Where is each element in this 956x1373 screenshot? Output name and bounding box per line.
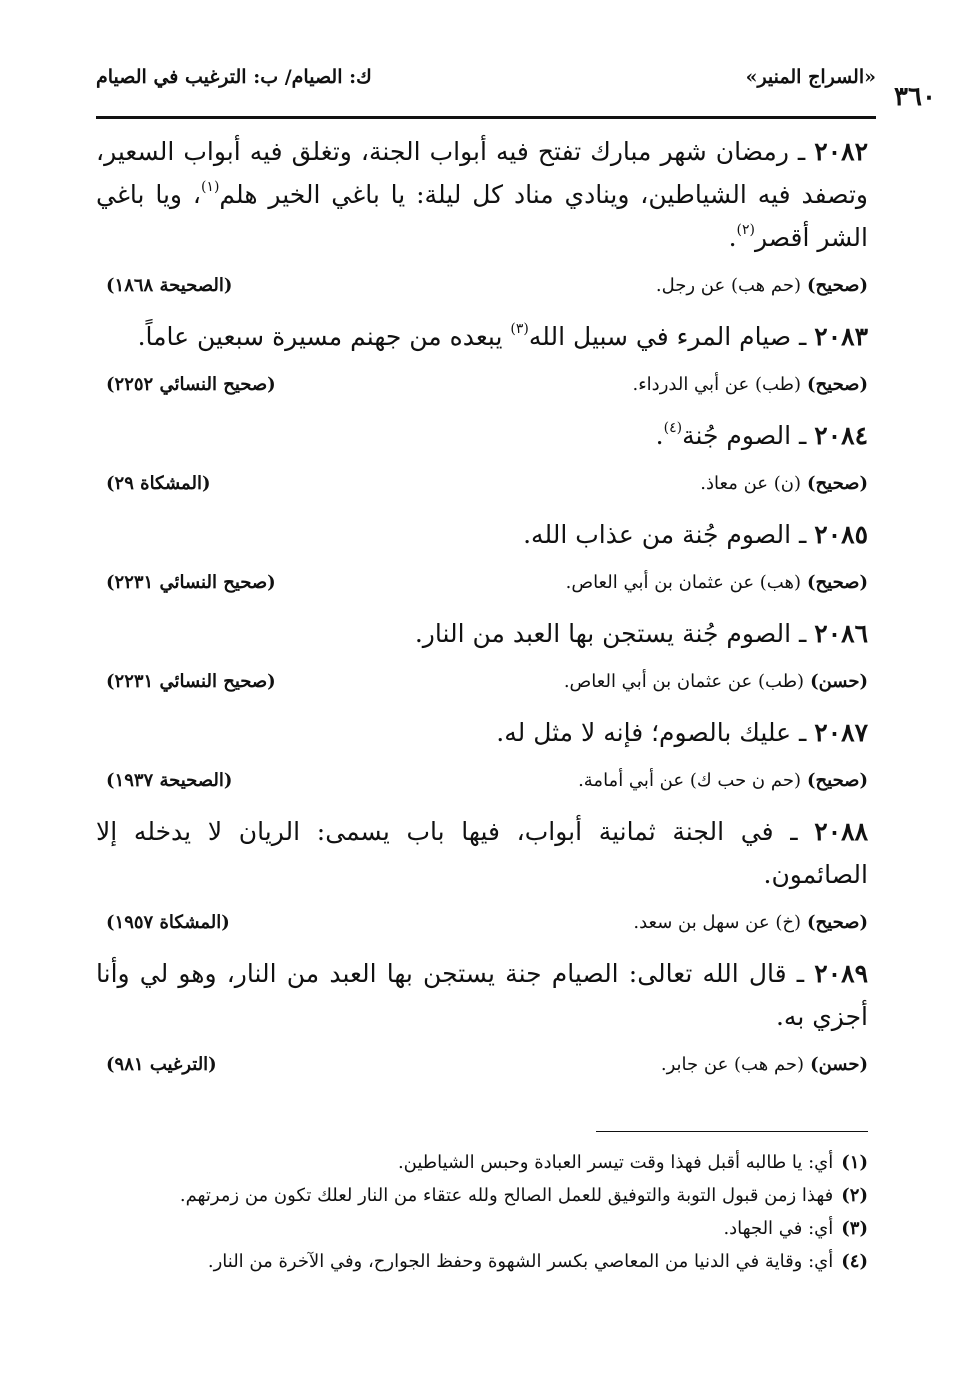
hadith-grade: (صحيح) — [807, 275, 868, 296]
footnote-item — [96, 1212, 868, 1245]
hadith-text-part: . — [655, 421, 664, 450]
footnote-text: أي: في الجهاد. — [723, 1218, 834, 1239]
hadith-grade: (صحيح) — [807, 473, 868, 494]
hadith-reference: (المشكاة ١٩٥٧) — [106, 912, 230, 933]
hadith-grade: (صحيح) — [807, 374, 868, 395]
hadith-grading — [96, 908, 868, 938]
hadith-entry — [96, 810, 868, 938]
footnote-number: (٤) — [841, 1251, 868, 1272]
footnote-item — [96, 1146, 868, 1179]
hadith-grading — [96, 271, 868, 301]
footnote-item — [96, 1245, 868, 1278]
chapter-title: ك: الصيام/ ب: الترغيب في الصيام — [96, 66, 372, 88]
footnote-number: (٢) — [841, 1185, 868, 1206]
hadith-text: ٢٠٨٢ ـ رمضان شهر مبارك تفتح فيه أبواب الجنة، وتغلق فيه أبواب السعير، وتصفد فيه الشياطين، وينادي مناد كل ليلة: يا باغي الخير هلم$^{(١)}$، ويا باغي الشر أقصر$^{(٢)}$. — [96, 137, 868, 252]
hadith-reference: (الصحيحة ١٩٣٧) — [106, 770, 233, 791]
footnote-text: أي: وقاية في الدنيا من المعاصي بكسر الشهوة وحفظ الجوارح، وفي الآخرة من النار. — [207, 1251, 834, 1272]
hadith-reference: (المشكاة ٢٩) — [106, 473, 211, 494]
hadith-entry — [96, 130, 868, 301]
hadith-number: ٢٠٨٥ — [814, 520, 868, 549]
hadith-entry — [96, 612, 868, 697]
hadith-number: ٢٠٨٦ — [814, 619, 868, 648]
hadith-source: (حم هب) عن جابر. — [660, 1054, 805, 1075]
hadith-reference: (الترغيب ٩٨١) — [106, 1054, 217, 1075]
hadith-text-part: الصوم جُنة — [682, 421, 792, 450]
hadith-text-part: صيام المرء في سبيل الله — [528, 322, 792, 351]
hadith-grade: (حسن) — [810, 1054, 868, 1075]
hadith-reference: (صحيح النسائي ٢٢٣١) — [106, 572, 276, 593]
footnote-item — [96, 1179, 868, 1212]
hadith-text: ٢٠٨٧ ـ عليك بالصوم؛ فإنه لا مثل له. — [496, 718, 868, 747]
hadith-list — [96, 130, 868, 1094]
hadith-number: ٢٠٨٢ — [814, 137, 868, 166]
hadith-text: ٢٠٨٥ ـ الصوم جُنة من عذاب الله. — [523, 520, 868, 549]
footnote-text: أي: يا طالبه أقبل فهذا وقت تيسر العبادة وحبس الشياطين. — [397, 1152, 834, 1173]
hadith-text-part: . — [728, 223, 737, 252]
hadith-source: (ن) عن معاذ. — [700, 473, 801, 494]
footnote-separator — [596, 1131, 868, 1132]
book-title: «السراج المنير» — [745, 66, 876, 88]
hadith-number: ٢٠٨٤ — [814, 421, 868, 450]
hadith-text: ٢٠٨٦ ـ الصوم جُنة يستجن بها العبد من النار. — [414, 619, 868, 648]
footnote-marker: (١) — [200, 179, 220, 195]
footnote-marker: (٤) — [663, 420, 683, 436]
hadith-reference: (الصحيحة ١٨٦٨) — [106, 275, 233, 296]
hadith-entry — [96, 414, 868, 499]
footnote-text: فهذا زمن قبول التوبة والتوفيق للعمل الصالح ولله عتقاء من النار لعلك تكون من زمرتهم. — [179, 1185, 834, 1206]
footnote-marker: (٣) — [510, 321, 529, 337]
footnote-number: (١) — [841, 1152, 868, 1173]
hadith-number: ٢٠٨٣ — [814, 322, 868, 351]
hadith-source: (طب) عن أبي الدرداء. — [632, 374, 801, 395]
hadith-entry — [96, 315, 868, 400]
hadith-text-part: رمضان شهر مبارك تفتح فيه أبواب الجنة، وتغلق فيه أبواب السعير، وتصفد فيه الشياطين، وينادي مناد كل ليلة: يا باغي الخير هلم — [96, 137, 868, 209]
footnote-marker: (٢) — [736, 222, 756, 238]
hadith-text-part: في الجنة ثمانية أبواب، فيها باب يسمى: الريان لا يدخله إلا الصائمون. — [96, 817, 868, 889]
hadith-text: ٢٠٨٣ ـ صيام المرء في سبيل الله$^{(٣)}$ يبعده من جهنم مسيرة سبعين عاماً. — [137, 321, 868, 351]
hadith-grade: (صحيح) — [807, 572, 868, 593]
hadith-text-part: الصوم جُنة من عذاب الله. — [523, 520, 792, 549]
hadith-grading — [96, 568, 868, 598]
hadith-text-part: قال الله تعالى: الصيام جنة يستجن بها العبد من النار، وهو لي وأنا أجزي به. — [96, 959, 868, 1031]
hadith-source: (خ) عن سهل بن سعد. — [633, 912, 801, 933]
hadith-number: ٢٠٨٨ — [814, 817, 868, 846]
hadith-grading — [96, 1050, 868, 1080]
footnote-number: (٣) — [841, 1218, 868, 1239]
hadith-text: ٢٠٨٩ ـ قال الله تعالى: الصيام جنة يستجن بها العبد من النار، وهو لي وأنا أجزي به. — [96, 959, 868, 1031]
hadith-entry — [96, 513, 868, 598]
hadith-text-part: الصوم جُنة يستجن بها العبد من النار. — [414, 619, 792, 648]
hadith-text-part: عليك بالصوم؛ فإنه لا مثل له. — [496, 718, 792, 747]
hadith-source: (هب) عن عثمان بن أبي العاص. — [565, 572, 801, 593]
hadith-text: ٢٠٨٨ ـ في الجنة ثمانية أبواب، فيها باب يسمى: الريان لا يدخله إلا الصائمون. — [96, 817, 868, 889]
hadith-grading — [96, 766, 868, 796]
hadith-grading — [96, 370, 868, 400]
hadith-entry — [96, 952, 868, 1080]
page-number: ٣٦٠ — [894, 82, 936, 112]
running-header — [96, 66, 876, 88]
hadith-grade: (صحيح) — [807, 912, 868, 933]
hadith-reference: (صحيح النسائي ٢٢٣١) — [106, 671, 276, 692]
hadith-source: (حم ن حب ك) عن أبي أمامة. — [578, 770, 801, 791]
hadith-entry — [96, 711, 868, 796]
hadith-reference: (صحيح النسائي ٢٢٥٢) — [106, 374, 276, 395]
hadith-grade: (صحيح) — [807, 770, 868, 791]
hadith-grade: (حسن) — [810, 671, 868, 692]
hadith-text-part: ، ويا باغي الشر أقصر — [96, 180, 868, 252]
hadith-grading — [96, 469, 868, 499]
header-rule — [96, 116, 876, 119]
hadith-number: ٢٠٨٩ — [814, 959, 868, 988]
hadith-grading — [96, 667, 868, 697]
hadith-text-part: يبعده من جهنم مسيرة سبعين عاماً. — [137, 322, 511, 351]
hadith-text: ٢٠٨٤ ـ الصوم جُنة$^{(٤)}$. — [655, 420, 868, 450]
hadith-source: (حم هب) عن رجل. — [655, 275, 801, 296]
hadith-number: ٢٠٨٧ — [814, 718, 868, 747]
hadith-source: (طب) عن عثمان بن أبي العاص. — [563, 671, 805, 692]
footnotes — [96, 1146, 868, 1278]
